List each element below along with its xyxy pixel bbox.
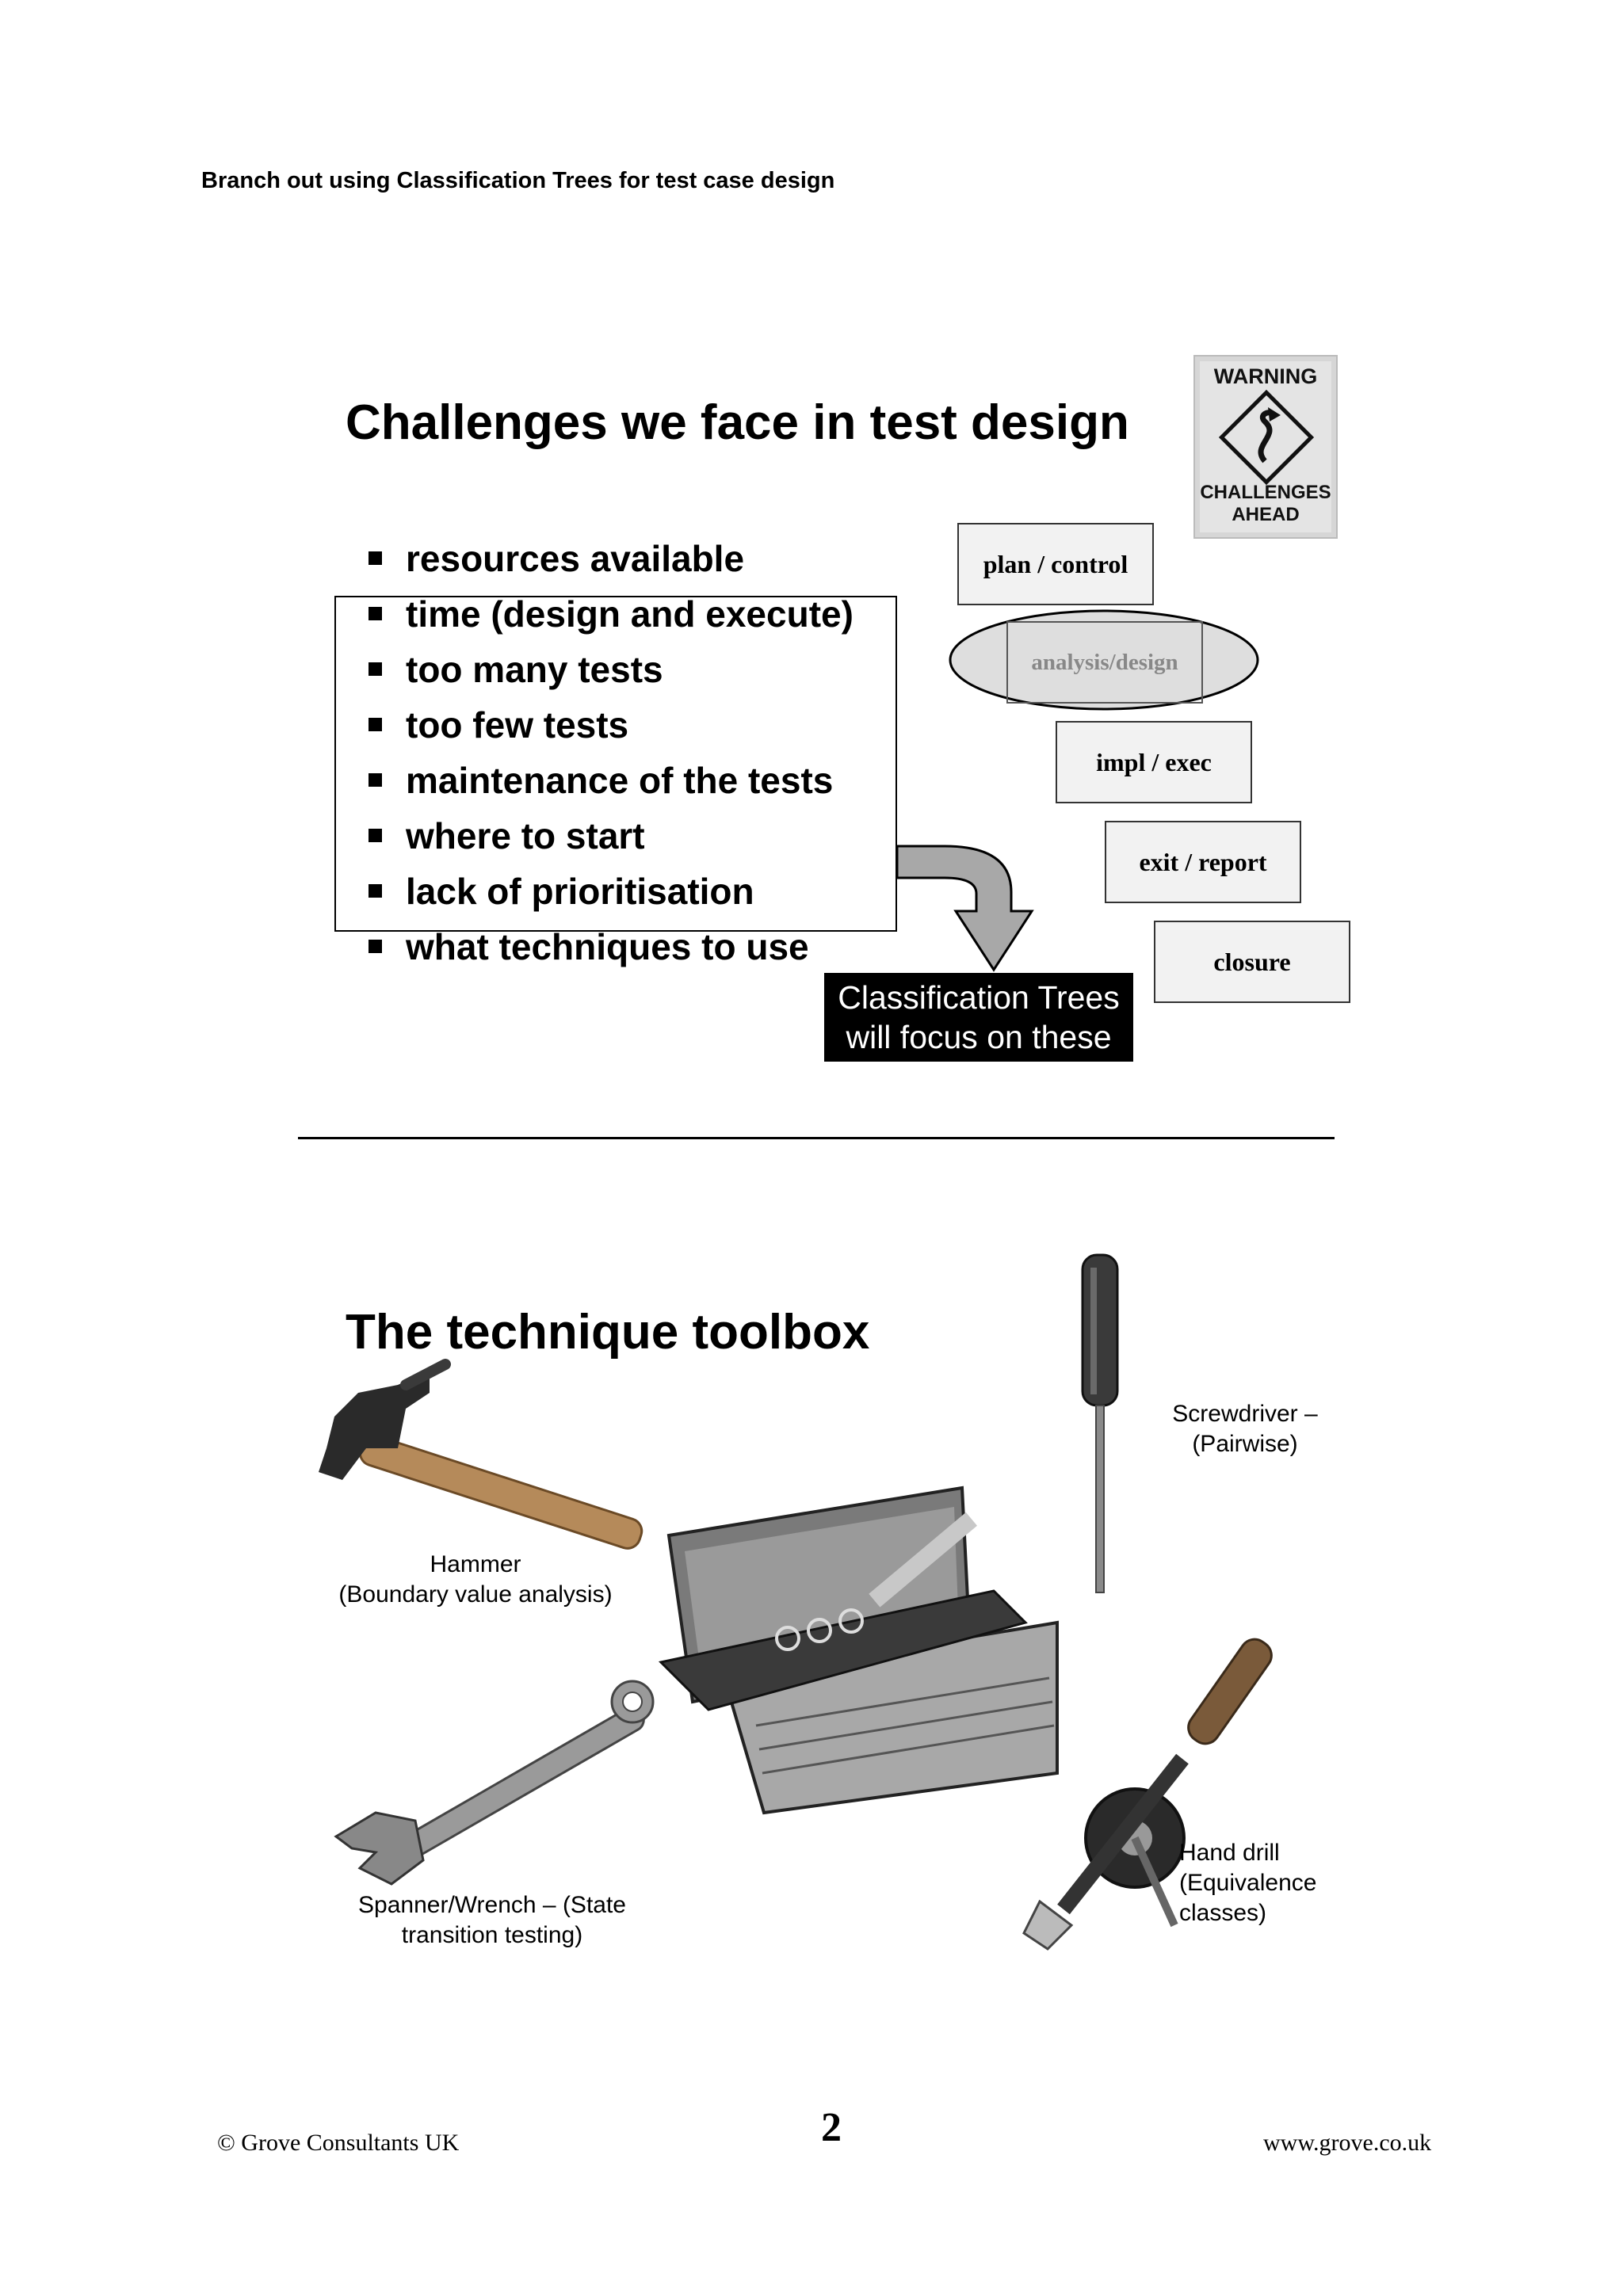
callout-box [824, 973, 1133, 1062]
phase-impl-exec: impl / exec [1056, 721, 1252, 803]
phase-closure: closure [1154, 921, 1350, 1003]
callout-line2: will focus on these [846, 1019, 1112, 1055]
screwdriver-icon [1070, 1252, 1133, 1600]
spanner-label: Spanner/Wrench – (State transition testing) [358, 1892, 626, 1948]
toolbox-icon [661, 1472, 1057, 1813]
spanner-icon [328, 1678, 661, 1908]
callout-line1: Classification Trees [838, 979, 1120, 1016]
list-item: time (design and execute) [369, 586, 854, 642]
warning-sign-line1: WARNING [1213, 364, 1318, 388]
list-item: resources available [369, 531, 854, 586]
phase-plan-control: plan / control [957, 523, 1154, 605]
square-bullet-icon [369, 884, 382, 898]
list-item: what techniques to use [369, 919, 854, 974]
slide2-title: The technique toolbox [346, 1305, 870, 1360]
square-bullet-icon [369, 773, 382, 787]
slide-divider [298, 1137, 1335, 1139]
square-bullet-icon [369, 829, 382, 842]
phase-exit-report: exit / report [1105, 821, 1301, 903]
square-bullet-icon [369, 718, 382, 731]
warning-sign-line3: AHEAD [1232, 504, 1300, 525]
hammer-label: Hammer (Boundary value analysis) [338, 1551, 613, 1608]
footer-website: www.grove.co.uk [1263, 2130, 1432, 2156]
page-number: 2 [821, 2105, 842, 2150]
square-bullet-icon [369, 551, 382, 565]
challenge-list [369, 531, 854, 974]
phase-analysis-design: analysis/design [1006, 621, 1203, 704]
footer-copyright: © Grove Consultants UK [217, 2130, 460, 2156]
square-bullet-icon [369, 607, 382, 620]
warning-sign-line2: CHALLENGES [1200, 482, 1331, 503]
hammer-icon [311, 1361, 659, 1543]
list-item: too many tests [369, 642, 854, 697]
list-item: too few tests [369, 697, 854, 753]
slide1-title: Challenges we face in test design [346, 395, 1129, 450]
square-bullet-icon [369, 662, 382, 676]
list-item: lack of prioritisation [369, 864, 854, 919]
hand-drill-label: Hand drill (Equivalence classes) [1179, 1840, 1317, 1926]
warning-sign [1193, 355, 1338, 539]
square-bullet-icon [369, 940, 382, 953]
running-header: Branch out using Classification Trees for test case design [201, 168, 835, 193]
curved-arrow-icon [897, 845, 1071, 971]
list-item: where to start [369, 808, 854, 864]
list-item: maintenance of the tests [369, 753, 854, 808]
screwdriver-label: Screwdriver – (Pairwise) [1172, 1401, 1318, 1457]
